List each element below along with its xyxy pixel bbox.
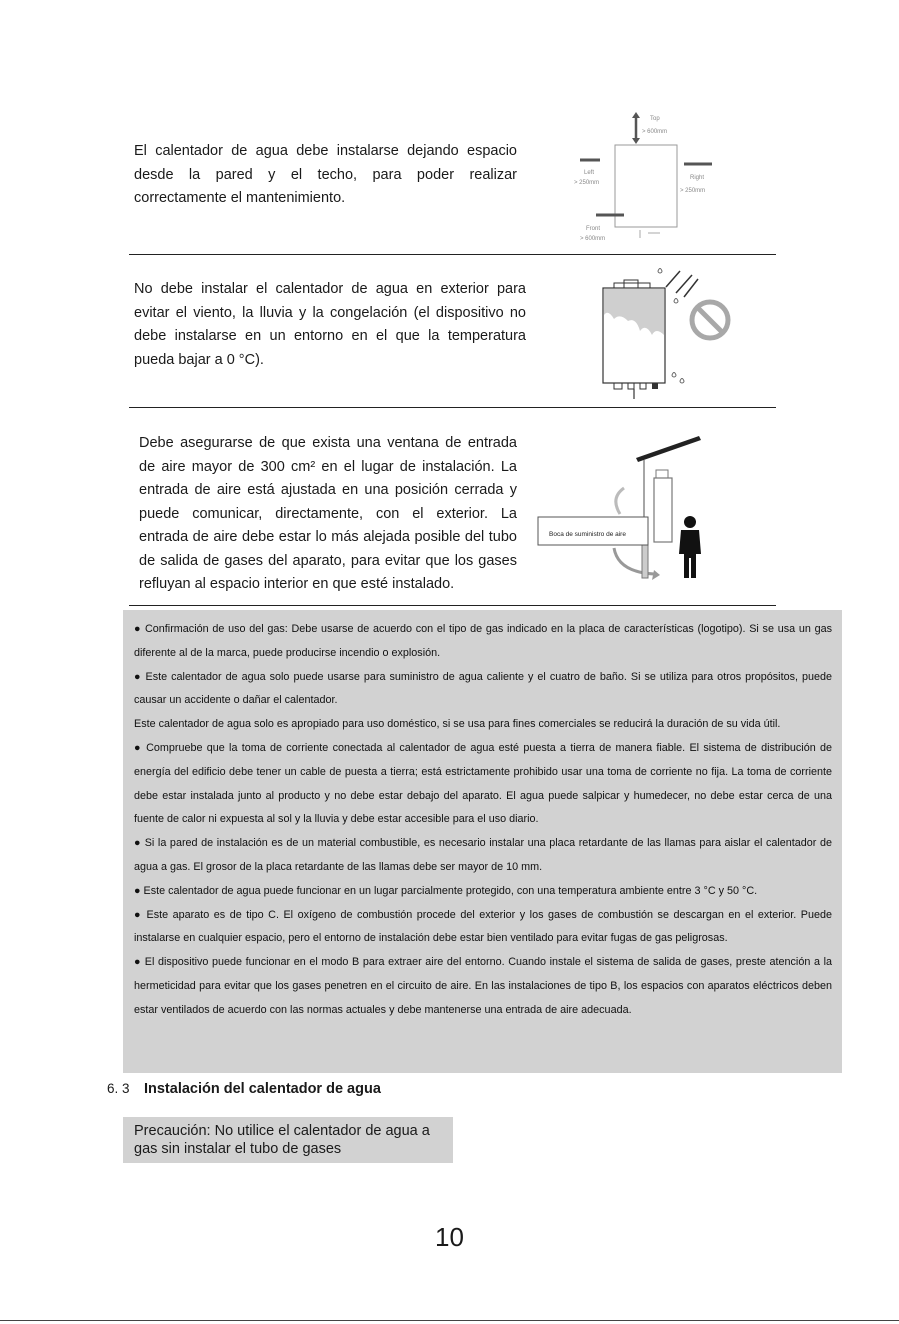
note-item: ● Este calentador de agua puede funcionar en un lugar parcialmente protegido, con una temperatura ambiente entre 3 °C y 50 °C. bbox=[134, 884, 758, 897]
left-label: Left bbox=[584, 170, 595, 176]
caution-text: Precaución: No utilice el calentador de agua a gas sin instalar el tubo de gases bbox=[134, 1123, 430, 1157]
right-label: Right bbox=[690, 175, 705, 181]
page-number: 10 bbox=[435, 1222, 464, 1252]
section-title: Instalación del calentador de agua bbox=[143, 1081, 381, 1097]
bottom-rule bbox=[0, 1320, 899, 1321]
note-item: Este calentador de agua solo es apropiado para uso doméstico, si se usa para fines comerciales se reducirá la duración de su vida útil. bbox=[134, 718, 781, 731]
note-item: ● Confirmación de uso del gas: Debe usarse de acuerdo con el tipo de gas indicado en la placa de características (logotipo). Si se usa un gas diferente al de la marca, puede producirse incendio o explosión. bbox=[134, 623, 832, 659]
note-item: ● Este calentador de agua solo puede usarse para suministro de agua caliente y el cuatro de baño. Si se utiliza para otros propósitos, puede causar un accidente o dañar el calentador. bbox=[134, 670, 832, 707]
clearance-diagram bbox=[560, 112, 730, 247]
divider-3 bbox=[129, 605, 776, 606]
note-item: ● Este aparato es de tipo C. El oxígeno de combustión procede del exterior y los gases de combustión se descargan en el exterior. Puede instalarse en cualquier espacio, pero el entorno de instalación debe estar bien ventilado para evitar fugas de gas peligrosas. bbox=[134, 908, 832, 945]
caution-box bbox=[123, 1117, 453, 1163]
note-item: ● Si la pared de instalación es de un material combustible, es necesario instalar una placa retardante de las llamas para aislar el calentador de agua a gas. El grosor de la placa retardante de las llamas debe ser mayor de 10 mm. bbox=[134, 837, 832, 873]
divider-2 bbox=[129, 407, 776, 408]
clearance-paragraph: El calentador de agua debe instalarse dejando espacio desde la pared y el techo, para poder realizar correctamente el mantenimiento. bbox=[134, 143, 517, 206]
outdoor-paragraph: No debe instalar el calentador de agua en exterior para evitar el viento, la lluvia y la congelación (el dispositivo no debe instalarse en un entorno en el que la temperatura pueda bajar a 0 °C). bbox=[134, 281, 526, 368]
outdoor-prohibited-diagram bbox=[596, 265, 741, 405]
air-inlet-diagram bbox=[536, 430, 736, 590]
left-value: > 250mm bbox=[574, 180, 600, 186]
note-item: ● El dispositivo puede funcionar en el modo B para extraer aire del entorno. Cuando instale el sistema de salida de gases, preste atención a la hermeticidad para evitar que los gases penetren en el circuito de aire. En las instalaciones de tipo B, los espacios con aparatos eléctricos deben estar ventilados de acuerdo con las normas actuales y debe mantenerse una entrada de aire adecuada. bbox=[134, 956, 832, 1016]
front-value: > 600mm bbox=[580, 236, 606, 242]
note-item: ● Compruebe que la toma de corriente conectada al calentador de agua esté puesta a tierra de manera fiable. El sistema de distribución de energía del edificio debe tener un cable de puesta a tierra; está estrictamente prohibido usar una toma de corriente no fija. La toma de corriente debe estar instalada junto al producto y no debe estar debajo del aparato. El agua puede salpicar y humedecer, no debe estar cerca de una fuente de calor ni expuesta al sol y la lluvia y debe estar accesible para el uso diario. bbox=[134, 741, 832, 826]
notes-list bbox=[134, 618, 832, 1023]
air-inlet-label: Boca de suministro de aire bbox=[549, 531, 626, 538]
top-value: > 600mm bbox=[642, 129, 668, 135]
section-number: 6. 3 bbox=[107, 1081, 130, 1096]
notes-box bbox=[123, 610, 842, 1073]
air-inlet-paragraph: Debe asegurarse de que exista una ventana de entrada de aire mayor de 300 cm² en el lugar de instalación. La entrada de aire está ajustada en una posición cerrada y puede comunicar, directamente, con el exterior. La entrada de aire debe estar lo más alejada posible del tubo de salida de gases del aparato, para evitar que los gases refluyan al espacio interior en que esté instalado. bbox=[139, 435, 517, 592]
front-label: Front bbox=[586, 226, 601, 232]
section-heading bbox=[107, 1080, 381, 1098]
top-label: Top bbox=[650, 116, 660, 122]
divider-1 bbox=[129, 254, 776, 255]
right-value: > 250mm bbox=[680, 188, 706, 194]
